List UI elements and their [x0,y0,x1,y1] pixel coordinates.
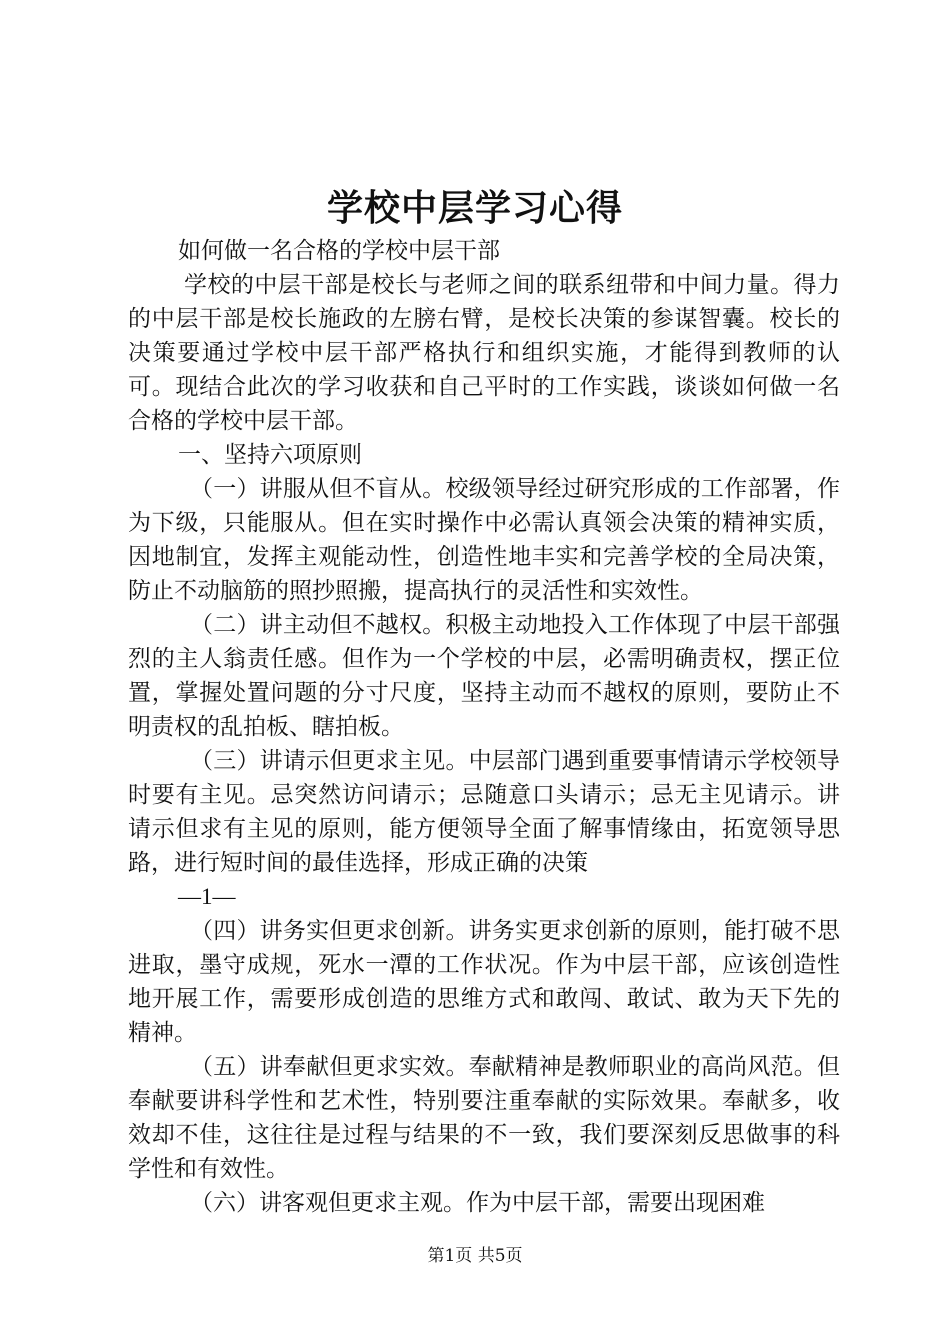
section-heading: 一、坚持六项原则 [178,442,362,468]
subtitle: 如何做一名合格的学校中层干部 [178,238,500,264]
paragraph-principle-3: （三）讲请示但更求主见。中层部门遇到重要事情请示学校领导时要有主见。忌突然访问请示；忌随意口头请示；忌无主见请示。讲请示但求有主见的原则，能方便领导全面了解事情缘由，拓宽领导思路，进行短时间的最佳选择，形成正确的决策 [128,748,840,876]
document-body [128,234,840,1220]
paragraph-principle-1: （一）讲服从但不盲从。校级领导经过研究形成的工作部署，作为下级，只能服从。但在实时操作中必需认真领会决策的精神实质，因地制宜，发挥主观能动性，创造性地丰实和完善学校的全局决策，防止不动脑筋的照抄照搬，提高执行的灵活性和实效性。 [128,476,840,604]
paragraph-principle-6: （六）讲客观但更求主观。作为中层干部，需要出现困难 [190,1190,765,1216]
paragraph-principle-5: （五）讲奉献但更求实效。奉献精神是教师职业的高尚风范。但奉献要讲科学性和艺术性，特别要注重奉献的实际效果。奉献多，收效却不佳，这往往是过程与结果的不一致，我们要深刻反思做事的科学性和有效性。 [128,1054,840,1182]
document-title: 学校中层学习心得 [326,187,623,229]
page-footer: 第1页 共5页 [427,1246,523,1266]
page-mark: —1— [178,884,236,909]
paragraph-principle-4: （四）讲务实但更求创新。讲务实更求创新的原则，能打破不思进取，墨守成规，死水一潭的工作状况。作为中层干部，应该创造性地开展工作，需要形成创造的思维方式和敢闯、敢试、敢为天下先的精神。 [128,918,840,1046]
paragraph-principle-2: （二）讲主动但不越权。积极主动地投入工作体现了中层干部强烈的主人翁责任感。但作为一个学校的中层，必需明确责权，摆正位置，掌握处置问题的分寸尺度，坚持主动而不越权的原则，要防止不明责权的乱拍板、瞎拍板。 [128,612,840,740]
paragraph-intro: 学校的中层干部是校长与老师之间的联系纽带和中间力量。得力的中层干部是校长施政的左膀右臂，是校长决策的参谋智囊。校长的决策要通过学校中层干部严格执行和组织实施，才能得到教师的认可。现结合此次的学习收获和自己平时的工作实践，谈谈如何做一名合格的学校中层干部。 [128,272,840,434]
